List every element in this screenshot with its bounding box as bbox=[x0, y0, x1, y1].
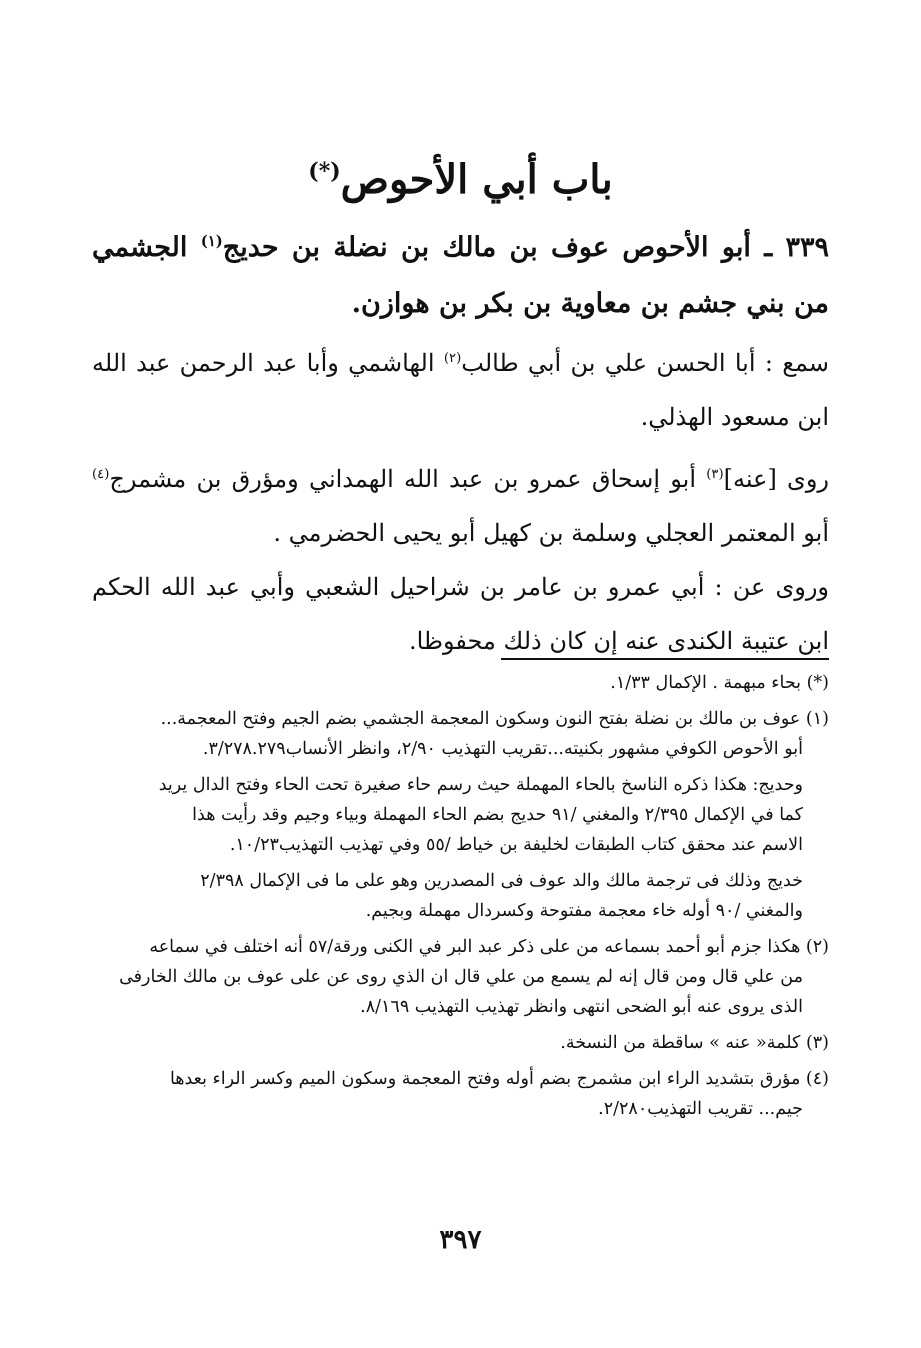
footnote-3 bbox=[92, 1028, 829, 1058]
chapter-title bbox=[0, 150, 921, 210]
footnote-marker-3: (٣) bbox=[706, 467, 724, 482]
paragraph-text: روى [عنه] bbox=[723, 465, 829, 493]
footnote-line: أبو الأحوص الكوفي مشهور بكنيته...تقريب التهذيب ٢/٩٠، وانظر الأنساب٣/٢٧٨.٢٧٩. bbox=[202, 739, 803, 759]
footnote-line: الاسم عند محقق كتاب الطبقات لخليفة بن خياط /٥٥ وفي تهذيب التهذيب١٠/٢٣. bbox=[229, 835, 803, 855]
footnotes bbox=[92, 668, 829, 1130]
chapter-title-text: باب أبي الأحوص bbox=[340, 156, 613, 203]
footnote-line: (*) بحاء مبهمة . الإكمال ١/٣٣. bbox=[610, 673, 829, 693]
paragraph-narrated-by bbox=[92, 452, 829, 560]
footnote-marker-1: (١) bbox=[200, 232, 223, 250]
entry-heading-text: ٣٣٩ ـ أبو الأحوص عوف بن مالك بن نضلة بن حديج bbox=[222, 232, 829, 263]
entry-heading-rest: الجشمي من بني جشم بن معاوية بن بكر بن هوازن. bbox=[92, 232, 829, 319]
footnote-line: (٤) مؤرق بتشديد الراء ابن مشمرج بضم أوله وفتح المعجمة وسكون الميم وكسر الراء بعدها bbox=[169, 1069, 829, 1089]
footnote-2 bbox=[92, 932, 829, 1022]
paragraph-text: الهاشمي وأبا عبد الرحمن عبد الله ابن مسعود الهذلي. bbox=[92, 349, 829, 431]
footnote-line: وحديج: هكذا ذكره الناسخ بالحاء المهملة حيث رسم حاء صغيرة تحت الحاء وفتح الدال يريد bbox=[158, 775, 803, 795]
footnote-line: الذى يروى عنه أبو الضحى انتهى وانظر تهذيب التهذيب ٨/١٦٩. bbox=[360, 997, 803, 1017]
footnote-1 bbox=[92, 704, 829, 764]
paragraph-narrated-from bbox=[92, 560, 829, 668]
footnote-line: (٣) كلمة« عنه » ساقطة من النسخة. bbox=[560, 1033, 829, 1053]
footnote-1-continued bbox=[92, 770, 829, 860]
footnote-line: خديج وذلك فى ترجمة مالك والد عوف فى المصدرين وهو على ما فى الإكمال ٢/٣٩٨ bbox=[200, 871, 803, 891]
paragraph-text: وروى عن : أبي عمرو بن عامر بن شراحيل الشعبي وأبي عبد الله الحكم ابن عتيبة الكندى عنه إن كان ذلك محفوظا. bbox=[92, 573, 829, 655]
footnote-star bbox=[92, 668, 829, 698]
footnote-4 bbox=[92, 1064, 829, 1124]
footnote-1-continued bbox=[92, 866, 829, 926]
footnote-line: كما في الإكمال ٢/٣٩٥ والمغني /٩١ حديج بضم الحاء المهملة وبياء وجيم وقد رأيت هذا bbox=[192, 805, 803, 825]
footnote-line: والمغني /٩٠ أوله خاء معجمة مفتوحة وكسردال مهملة وبجيم. bbox=[365, 901, 803, 921]
entry-heading bbox=[92, 220, 829, 332]
footnote-line: (٢) هكذا جزم أبو أحمد بسماعه من على ذكر عبد البر في الكنى ورقة/٥٧ أنه اختلف في سماعه bbox=[149, 937, 829, 957]
chapter-title-marker: (*) bbox=[308, 158, 341, 185]
footnote-marker-2: (٢) bbox=[443, 351, 462, 366]
paragraph-text: أبو المعتمر العجلي وسلمة بن كهيل أبو يحيى الحضرمي . bbox=[273, 519, 829, 547]
footnote-line: (١) عوف بن مالك بن نضلة بفتح النون وسكون المعجمة الجشمي بضم الجيم وفتح المعجمة... bbox=[160, 709, 829, 729]
footnote-line: جيم... تقريب التهذيب٢/٢٨٠. bbox=[598, 1099, 803, 1119]
page-number: ٣٩٧ bbox=[439, 1225, 482, 1255]
paragraph-text: سمع : أبا الحسن علي بن أبي طالب bbox=[461, 349, 830, 377]
paragraph-heard-from bbox=[92, 336, 829, 444]
footnote-line: من علي قال ومن قال إنه لم يسمع من علي قال ان الذي روى عن على عوف بن مالك الخارفى bbox=[119, 967, 803, 987]
paragraph-text: أبو إسحاق عمرو بن عبد الله الهمداني ومؤرق بن مشمرج bbox=[109, 465, 707, 493]
footnote-divider bbox=[501, 658, 829, 660]
footnote-marker-4: (٤) bbox=[92, 467, 110, 482]
